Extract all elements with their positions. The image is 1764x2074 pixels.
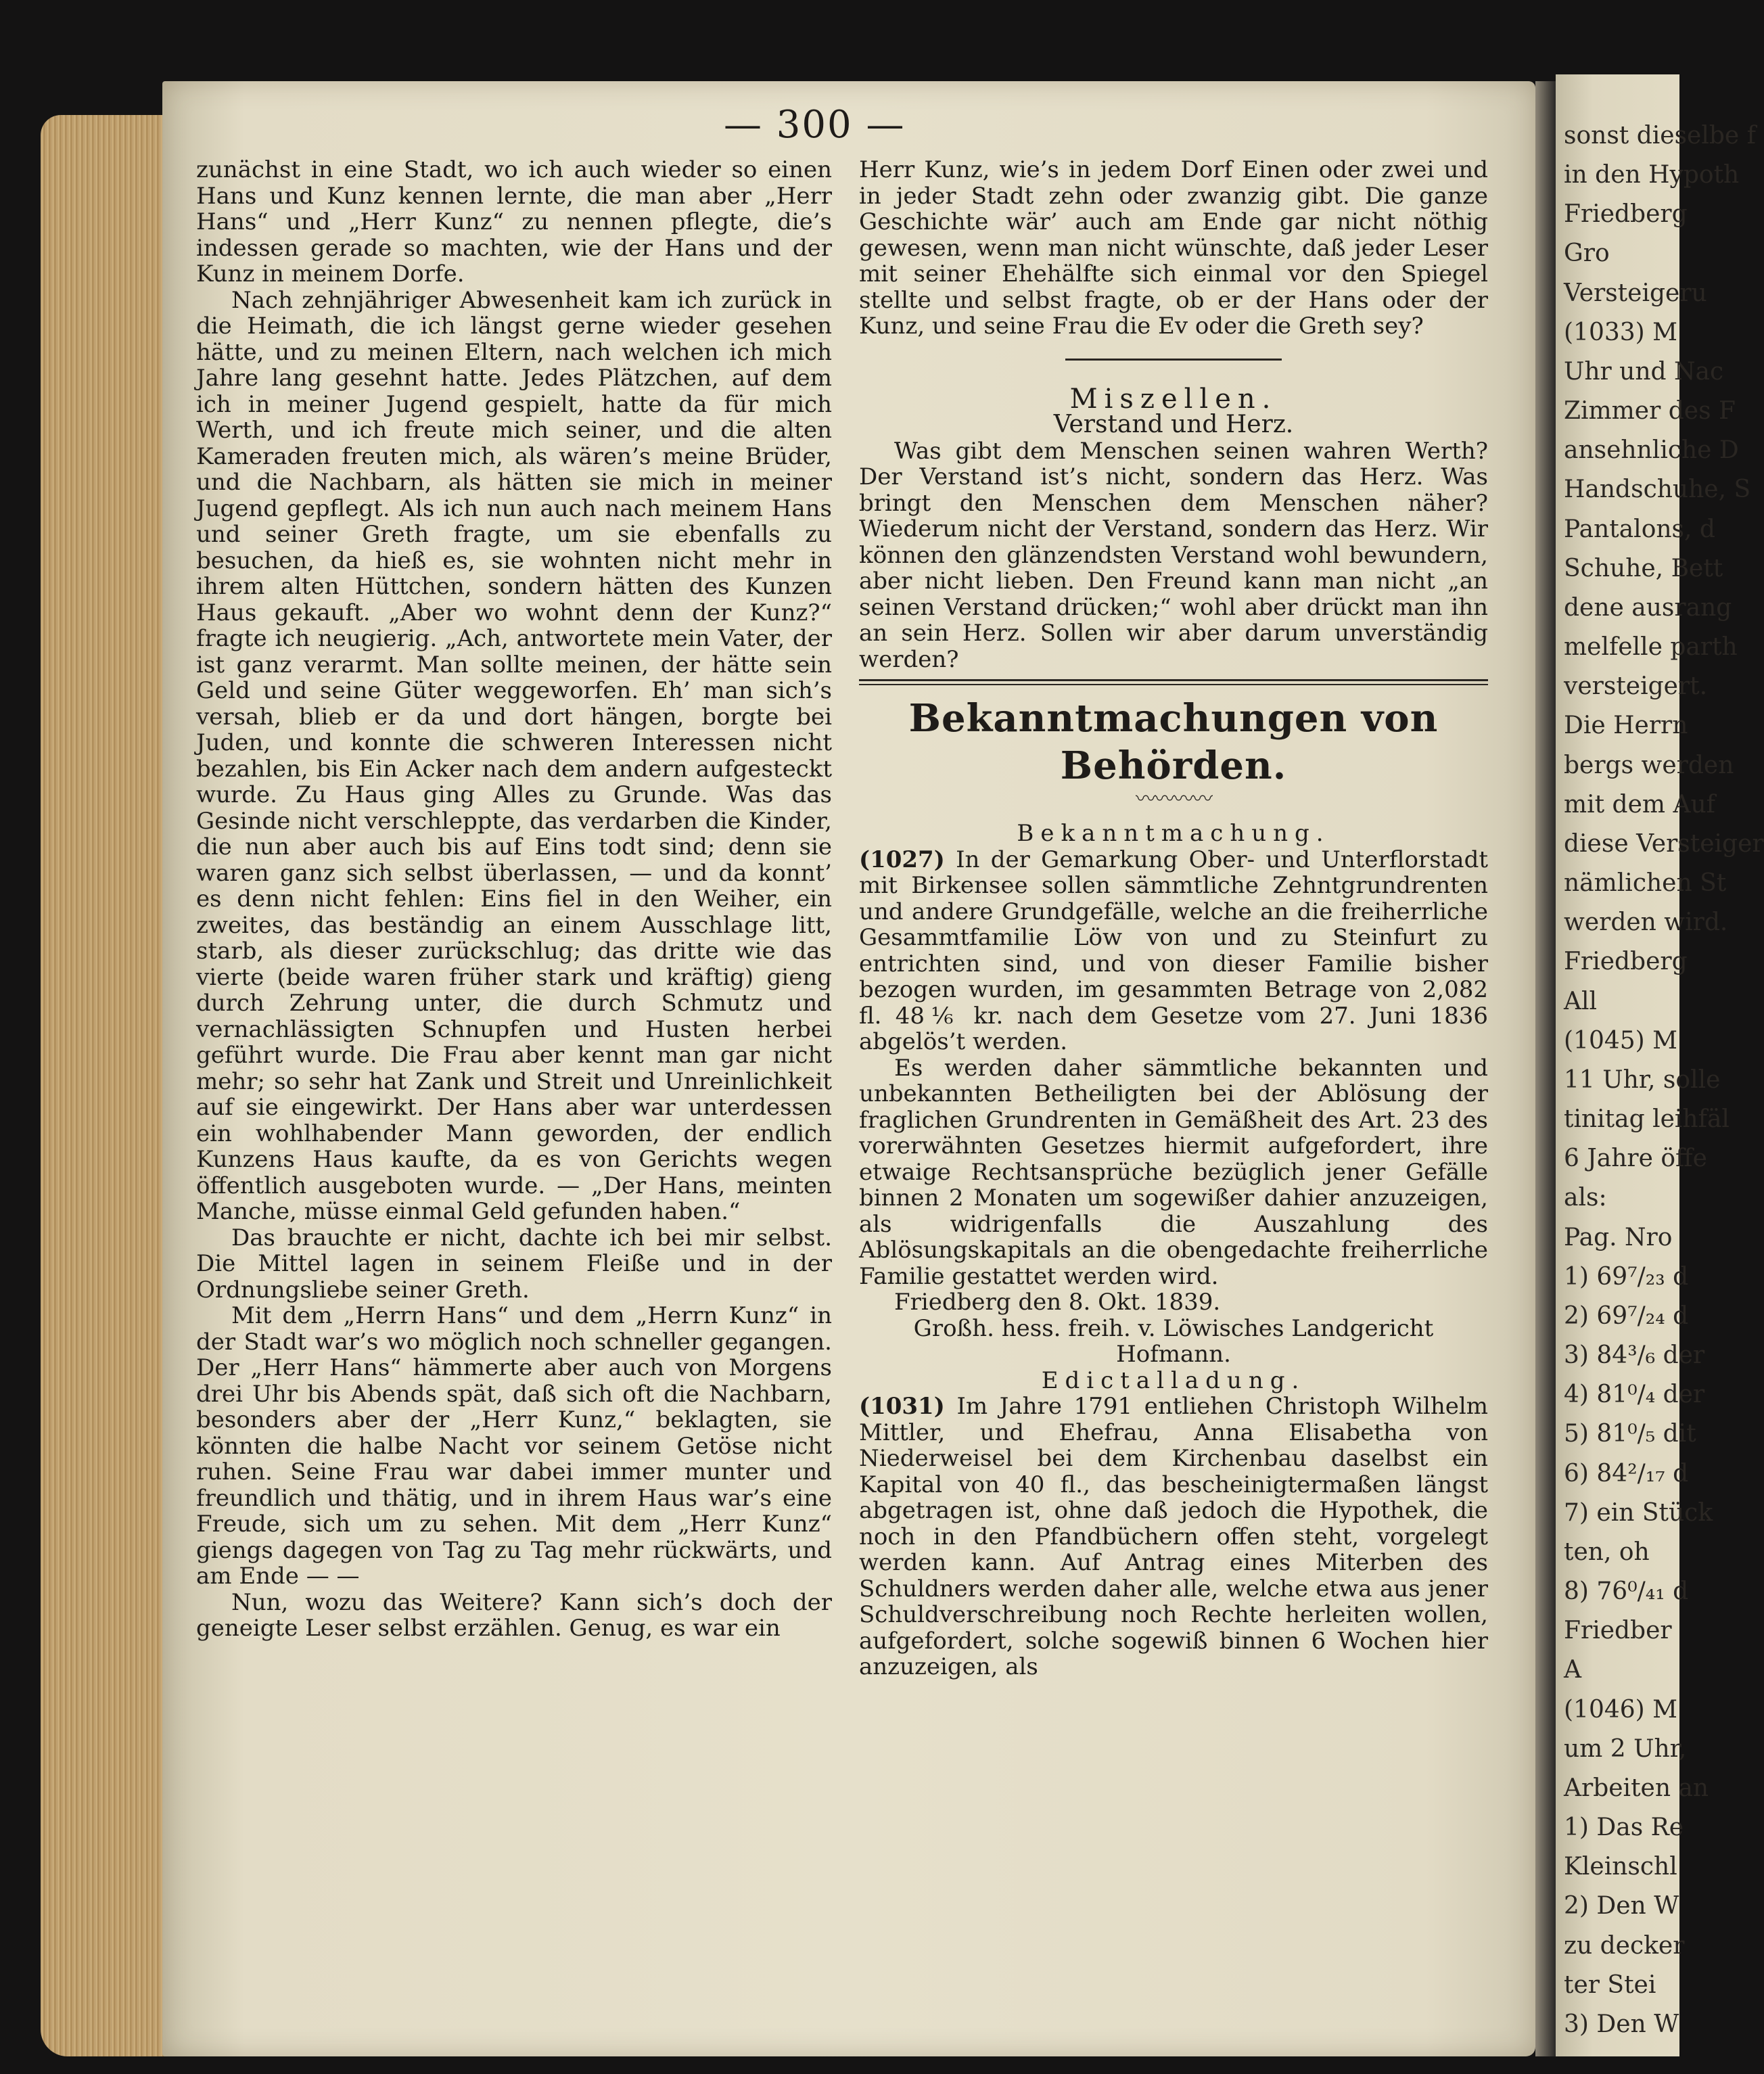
next-page-fragment: 8) 76⁰/₄₁ d — [1564, 1577, 1689, 1606]
next-page-fragment: 6 Jahre öffe — [1564, 1145, 1707, 1173]
next-page-fragment: tinitag leihfäl — [1564, 1105, 1730, 1134]
book-gutter — [1535, 81, 1556, 2056]
miszellen-heading: Miszellen. — [1069, 383, 1278, 415]
next-page-fragment: A — [1564, 1656, 1581, 1684]
next-page-fragment: dene ausrang — [1564, 593, 1732, 622]
next-page-fragment: sonst dieselbe f — [1564, 122, 1756, 149]
next-page-fragment: Friedberg — [1564, 948, 1688, 976]
notice-1031-body: Im Jahre 1791 entliehen Christoph Wilhelm Mittler, und Ehefrau, Anna Elisabetha von Niederweisel bei dem Kirchenbau daselbst ein Kapital von 40 fl., das bescheinigtermaßen längst abgetragen ist, ohne daß jedoch die Hypothek, die noch in den Pfandbüchern offen steht, vorgelegt werden kann. Auf Antrag eines Miterben des Schuldners werden daher alle, welche etwa aus jener Schuldverschreibung noch Rechte herleiten wollen, aufgefordert, solche sogewiß binnen 6 Wochen hier anzuzeigen, als — [859, 1393, 1488, 1680]
next-page-fragment: 4) 81⁰/₄ der — [1564, 1381, 1705, 1409]
next-page-fragment: All — [1564, 987, 1598, 1015]
miszellen-text: Was gibt dem Menschen seinen wahren Werth? Der Verstand ist’s nicht, sondern das Herz. Was bringt den Menschen dem Menschen näher? Wiederum nicht der Verstand, sondern das Herz. Wir können den glänzendsten Verstand wohl bewundern, aber nicht lieben. Den Freund kann man nicht „an seinen Verstand drücken;“ wohl aber drückt man ihn an sein Herz. Sollen wir aber darum unverständig werden? — [859, 437, 1488, 673]
left-paragraph-1: zunächst in eine Stadt, wo ich auch wieder so einen Hans und Kunz kennen lernte, die man aber „Herr Hans“ und „Herr Kunz“ zu nennen pflegte, die’s indessen gerade so machten, wie der Hans und der Kunz in meinem Dorfe. — [196, 156, 832, 287]
notice-1027-text-2: Es werden daher sämmtliche bekannten und unbekannten Betheiligten bei der Ablösung der fraglichen Grundrenten in Gemäßheit des Art. 23 des vorerwähnten Gesetzes hiermit aufgefordert, ihre etwaige Rechtsansprüche bezüglich jener Gefälle binnen 2 Monaten um sogewißer dahier anzuzeigen, als widrigenfalls die Auszahlung des Ablösungskapitals an die obengedachte freiherrliche Familie gestattet werden wird. — [859, 1054, 1488, 1290]
notice-1027-place-date: Friedberg den 8. Okt. 1839. — [894, 1289, 1221, 1316]
next-page-fragment: Versteigeru — [1564, 279, 1707, 307]
next-page-fragment: melfelle parth — [1564, 633, 1738, 662]
next-page-fragment: 3) Den W — [1564, 2010, 1679, 2038]
decorative-wave-ornament: 〰〰〰〰 — [1136, 787, 1211, 811]
left-paragraph-2: Nach zehnjähriger Abwesenheit kam ich zurück in die Heimath, die ich längst gerne wieder gesehen hätte, und zu meinen Eltern, nach welchen ich mich Jahre lang gesehnt hatte. Jedes Plätzchen, auf dem ich in meiner Jugend gespielt, hatte da für mich Werth, und ich freute mich seiner, und die alten Kameraden freuten mich, als wären’s meine Brüder, und die Nachbarn, als hätten sie mich in meiner Jugend gepflegt. Als ich nun auch nach meinem Hans und seiner Greth fragte, um sie ebenfalls zu besuchen, da hieß es, sie wohnten nicht mehr in ihrem alten Hüttchen, sondern hätten des Kunzen Haus gekauft. „Aber wo wohnt denn der Kunz?“ fragte ich neugierig. „Ach, antwortete mein Vater, der ist ganz verarmt. Man sollte meinen, der hätte sein Geld und seine Güter weggeworfen. Eh’ man sich’s versah, blieb er da und dort hängen, borgte bei Juden, und konnte die schweren Interessen nicht bezahlen, bis Ein Acker nach dem andern aufgesteckt wurde. Zu Haus ging Alles zu Grunde. Was das Gesinde nicht verschleppte, das verdarben die Kinder, die nun aber auch bis auf Eins todt sind; denn sie waren ganz sich selbst überlassen, — und da konnt’ es denn nicht fehlen: Eins fiel in den Weiher, ein zweites, das beständig an einem Ausschlage litt, starb, als dieser zurückschlug; das dritte wie das vierte (beide waren früher stark und kräftig) gieng durch Zehrung unter, die durch Schmutz und vernachlässigten Schnupfen und Husten herbei geführt wurde. Die Frau aber kennt man gar nicht mehr; so sehr hat Zank und Streit und Unreinlichkeit auf sie eingewirkt. Der Hans aber war unterdessen ein wohlhabender Mann geworden, der endlich Kunzens Haus kaufte, da es von Gerichts wegen öffentlich ausgeboten wurde. — „Der Hans, meinten Manche, müsse einmal Geld gefunden haben.“ — [196, 286, 832, 1225]
next-page-fragment: bergs werden — [1564, 751, 1734, 779]
story-continuation: Herr Kunz, wie’s in jedem Dorf Einen oder zwei und in jeder Stadt zehn oder zwanzig gibt. Die ganze Geschichte wär’ auch am Ende gar nicht nöthig gewesen, wenn man nicht wünschte, daß jeder Leser mit seiner Ehehälfte sich einmal vor den Spiegel stellte und selbst fragte, ob er der Hans oder der Kunz, und seine Frau die Ev oder die Greth sey? — [859, 156, 1488, 340]
next-page-fragment: 1) Das Re — [1564, 1814, 1684, 1842]
next-page-fragment: 6) 84²/₁₇ d — [1564, 1459, 1689, 1488]
notice-1027-body: In der Gemarkung Ober- und Unterflorstadt mit Birkensee sollen sämmtliche Zehntgrundrenten und andere Grundgefälle, welche an die freiherrliche Gesammtfamilie Löw von und zu Steinfurt zu entrichten sind, und von dieser Familie bisher bezogen wurden, im gesammten Betrage von 2,082 fl. 48⅙ kr. nach dem Gesetze vom 27. Juni 1836 abgelös’t werden. — [859, 846, 1488, 1055]
next-page-fragment: (1046) M — [1564, 1695, 1678, 1724]
left-paragraph-5: Nun, wozu das Weitere? Kann sich’s doch der geneigte Leser selbst erzählen. Genug, es war ein — [196, 1588, 832, 1642]
notice-1031-number: (1031) — [859, 1393, 945, 1420]
next-page-fragment: 2) 69⁷/₂₄ d — [1564, 1301, 1689, 1330]
next-page-fragment: Zimmer des F — [1564, 397, 1736, 425]
next-page-fragment: mit dem Auf — [1564, 790, 1715, 819]
next-page-fragment: ten, oh — [1564, 1538, 1650, 1566]
next-page-fragment: zu decker — [1564, 1931, 1685, 1960]
notice-1027-court: Großh. hess. freih. v. Löwisches Landgericht — [913, 1314, 1434, 1342]
next-page-fragment: Friedber — [1564, 1617, 1672, 1645]
double-rule — [859, 679, 1488, 685]
next-page-fragment: Kleinschl — [1564, 1853, 1677, 1881]
next-page-fragment: versteigert. — [1564, 672, 1708, 701]
page-edges — [41, 115, 176, 2056]
next-page-fragment: werden wird. — [1564, 908, 1728, 937]
page-number: — 300 — — [724, 103, 906, 147]
notice-1027-signer: Hofmann. — [1116, 1341, 1231, 1368]
next-page-fragment: 3) 84³/₆ der — [1564, 1341, 1705, 1370]
section-divider — [1065, 359, 1282, 361]
next-page-fragment: Pantalons, d — [1564, 515, 1715, 543]
notice-1031-heading: Edictalladung. — [1041, 1366, 1306, 1394]
next-page-fragment: Friedberg — [1564, 200, 1688, 229]
next-page-fragment: ter Stei — [1564, 1971, 1656, 1999]
next-page-fragment: in den Hypoth — [1564, 161, 1740, 189]
left-paragraph-4: Mit dem „Herrn Hans“ und dem „Herrn Kunz“ in der Stadt war’s wo möglich noch schneller gegangen. Der „Herr Hans“ hämmerte aber auch von Morgens drei Uhr bis Abends spät, daß sich oft die Nachbarn, besonders aber der „Herr Kunz,“ beklagten, sie könnten die halbe Nacht vor seinem Getöse nicht ruhen. Seine Frau war dabei immer munter und freundlich und thätig, und in ihrem Haus war’s eine Freude, sich um zu sehen. Mit dem „Herr Kunz“ giengs dagegen von Tag zu Tag mehr rückwärts, und am Ende — — — [196, 1302, 832, 1590]
notice-1027-number: (1027) — [859, 846, 945, 873]
left-column — [196, 157, 832, 1642]
next-page-fragment: diese Versteiger — [1564, 829, 1764, 858]
next-page-fragment: 11 Uhr, solle — [1564, 1065, 1721, 1094]
next-page-fragment: 2) Den W — [1564, 1892, 1679, 1920]
miszellen-subheading: Verstand und Herz. — [1053, 411, 1294, 438]
next-page-fragment: Handschuhe, S — [1564, 476, 1751, 504]
notice-1031-text — [859, 1393, 1488, 1680]
next-page-fragment: 1) 69⁷/₂₃ d — [1564, 1262, 1689, 1291]
next-page-fragment: Die Herrn — [1564, 712, 1688, 740]
next-page-fragment: Schuhe, Bett — [1564, 554, 1723, 582]
next-page-fragment: Gro — [1564, 239, 1610, 268]
announcements-heading: Bekanntmachungen von Behörden. — [908, 696, 1439, 788]
next-page-fragment: Arbeiten an — [1564, 1774, 1709, 1802]
next-page-fragment: (1045) M — [1564, 1026, 1678, 1055]
next-page-fragment: ansehnliche D — [1564, 436, 1739, 465]
notice-1027-text — [859, 847, 1488, 1055]
next-page-fragment: als: — [1564, 1184, 1607, 1212]
next-page-fragment: um 2 Uhr, — [1564, 1734, 1687, 1763]
next-page-fragment: nämlichen St — [1564, 869, 1727, 898]
next-page-fragment: Uhr und Nac — [1564, 357, 1724, 386]
left-paragraph-3: Das brauchte er nicht, dachte ich bei mir selbst. Die Mittel lagen in seinem Fleiße und in der Ordnungsliebe seiner Greth. — [196, 1224, 832, 1304]
next-page-edge — [1556, 74, 1764, 2056]
next-page-fragment: (1033) M — [1564, 318, 1678, 346]
notice-1027-heading: Bekanntmachung. — [1017, 820, 1330, 847]
right-column — [859, 157, 1488, 1680]
next-page-fragment: 5) 81⁰/₅ dit — [1564, 1420, 1696, 1448]
next-page-fragment: Pag. Nro — [1564, 1223, 1673, 1251]
next-page-fragment: 7) ein Stück — [1564, 1498, 1713, 1527]
